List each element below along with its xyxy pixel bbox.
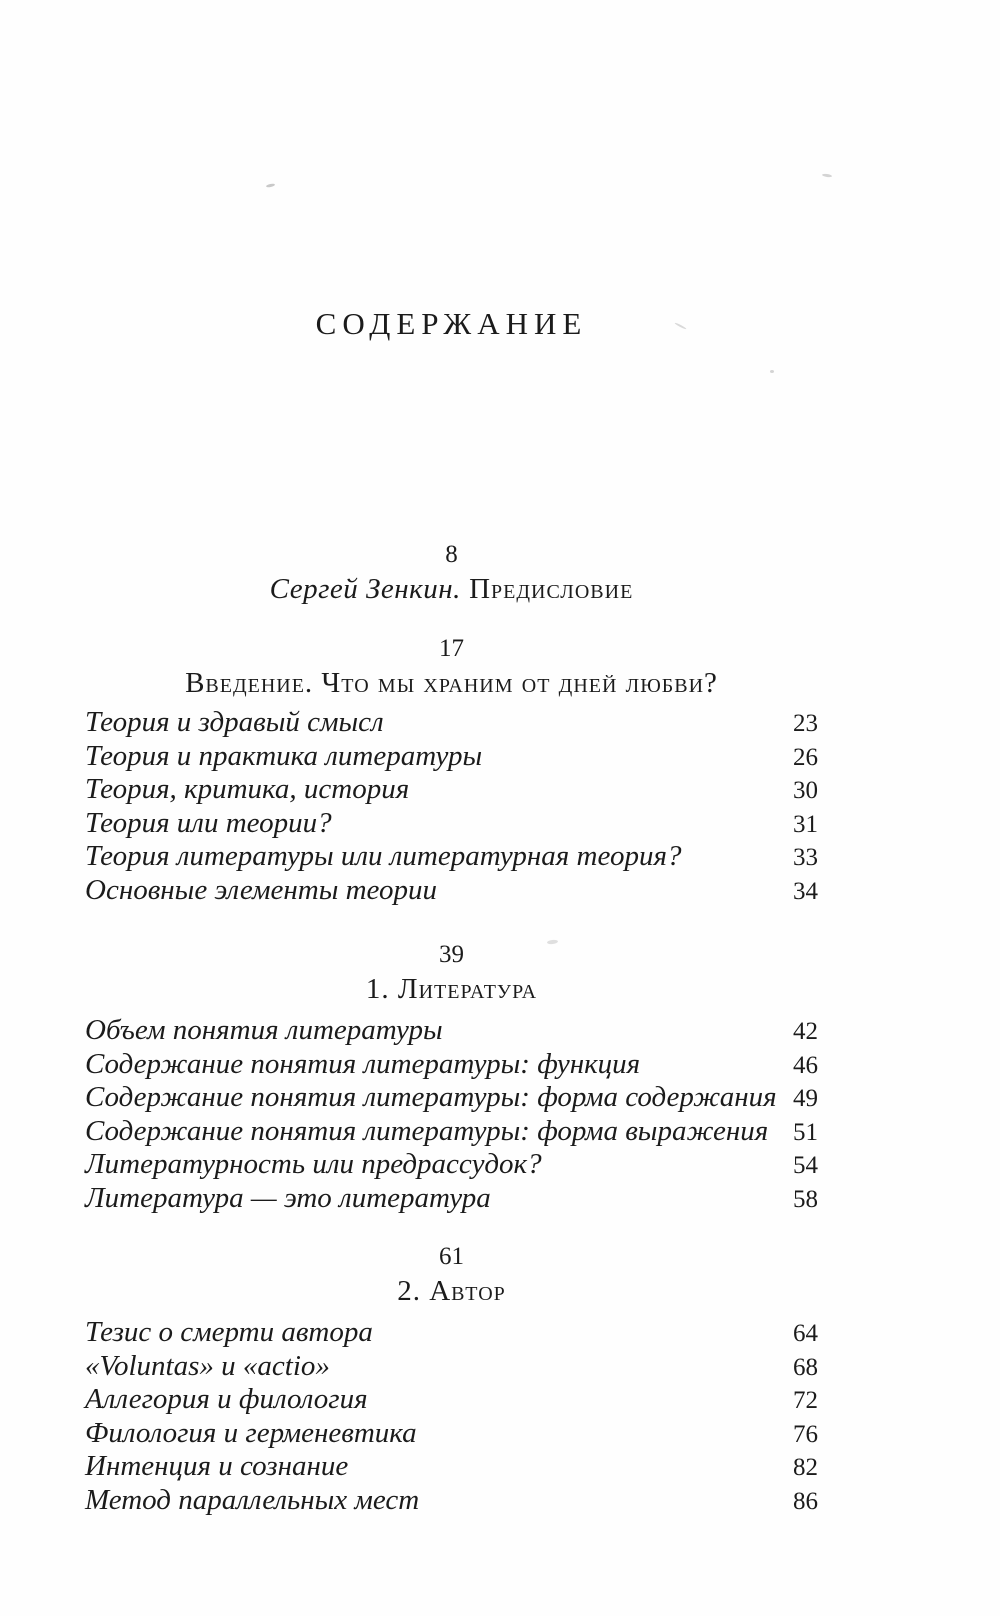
toc-entry-title: Теория или теории? (85, 806, 332, 839)
toc-entries (85, 1316, 818, 1517)
toc-entry-page: 33 (793, 844, 818, 871)
toc-entry-page: 82 (793, 1454, 818, 1481)
toc-entry (85, 1081, 818, 1115)
toc-entry-page: 42 (793, 1018, 818, 1045)
section-preface (85, 540, 818, 608)
toc-entry-title: Теория и здравый смысл (85, 706, 384, 738)
toc-entries (85, 1014, 818, 1215)
toc-entry-title: Теория и практика литературы (85, 739, 483, 772)
toc-entry-title: Содержание понятия литературы: форма выражения (85, 1114, 769, 1147)
toc-entry-title: Аллегория и филология (85, 1383, 368, 1415)
toc-entry-page: 23 (793, 710, 818, 737)
toc-entry-page: 86 (793, 1487, 818, 1515)
toc-entry-title: Теория, критика, история (85, 773, 410, 805)
preface-author: Сергей Зенкин. (269, 573, 461, 605)
toc-entry-page: 31 (793, 810, 818, 838)
toc-entry-page: 49 (793, 1085, 818, 1112)
section-heading (85, 570, 818, 608)
section-start-page: 17 (439, 635, 464, 662)
toc-entry-title: Основные элементы теории (85, 873, 438, 906)
section-start-page: 61 (439, 1243, 464, 1270)
toc-entry-page: 26 (793, 743, 818, 771)
toc-entry-title: Тезис о смерти автора (85, 1316, 373, 1348)
toc-entry (85, 773, 818, 807)
toc-entry (85, 1450, 818, 1484)
toc-entry (85, 1115, 818, 1149)
section-author (85, 1242, 818, 1517)
toc-entry (85, 1350, 818, 1384)
toc-entry-page: 68 (793, 1353, 818, 1381)
toc-entry (85, 1316, 818, 1350)
toc-entry-title: Объем понятия литературы (85, 1014, 443, 1046)
toc-entries (85, 706, 818, 907)
toc-entry-page: 58 (793, 1185, 818, 1213)
toc-entry-title: Теория литературы или литературная теория? (85, 840, 682, 872)
toc-entry-page: 72 (793, 1387, 818, 1414)
section-heading: 2. Автор (397, 1275, 506, 1307)
toc-entry-page: 30 (793, 777, 818, 804)
section-heading: 1. Литература (365, 973, 538, 1005)
toc-entry (85, 1014, 818, 1048)
toc-entry-page: 51 (793, 1118, 818, 1146)
toc-entry-page: 46 (793, 1051, 818, 1079)
toc-entry-page: 54 (793, 1152, 818, 1179)
toc-entry-title: Литература — это литература (85, 1181, 491, 1214)
toc-entry-page: 76 (793, 1420, 818, 1448)
toc-entry (85, 1417, 818, 1451)
toc-entry-title: Филология и герменевтика (85, 1416, 417, 1449)
toc-entry (85, 1182, 818, 1216)
toc-entry-title: Содержание понятия литературы: функция (85, 1047, 641, 1080)
page-title: СОДЕРЖАНИЕ (315, 306, 588, 341)
toc-entry (85, 1048, 818, 1082)
toc-entry-title: Метод параллельных мест (85, 1483, 420, 1516)
toc-entry (85, 807, 818, 841)
toc-entry (85, 840, 818, 874)
toc-entry-title: Литературность или предрассудок? (85, 1148, 542, 1180)
toc-entry (85, 874, 818, 908)
toc-entry (85, 1383, 818, 1417)
toc-entry-title: Интенция и сознание (85, 1450, 349, 1482)
section-start-page: 8 (445, 541, 458, 568)
scan-artifact (822, 173, 832, 177)
section-heading: Введение. Что мы храним от дней любви? (185, 667, 718, 699)
toc-entry (85, 740, 818, 774)
section-introduction (85, 634, 818, 907)
toc-entry-title: Содержание понятия литературы: форма содержания (85, 1081, 777, 1113)
toc-entry (85, 1484, 818, 1518)
preface-title: Предисловие (469, 573, 634, 605)
section-literature (85, 940, 818, 1215)
toc-content (85, 0, 818, 1616)
toc-entry-title: «Voluntas» и «actio» (85, 1349, 330, 1382)
toc-entry (85, 706, 818, 740)
section-start-page: 39 (439, 941, 464, 968)
toc-entry-page: 34 (793, 877, 818, 905)
toc-entry (85, 1148, 818, 1182)
toc-entry-page: 64 (793, 1320, 818, 1347)
